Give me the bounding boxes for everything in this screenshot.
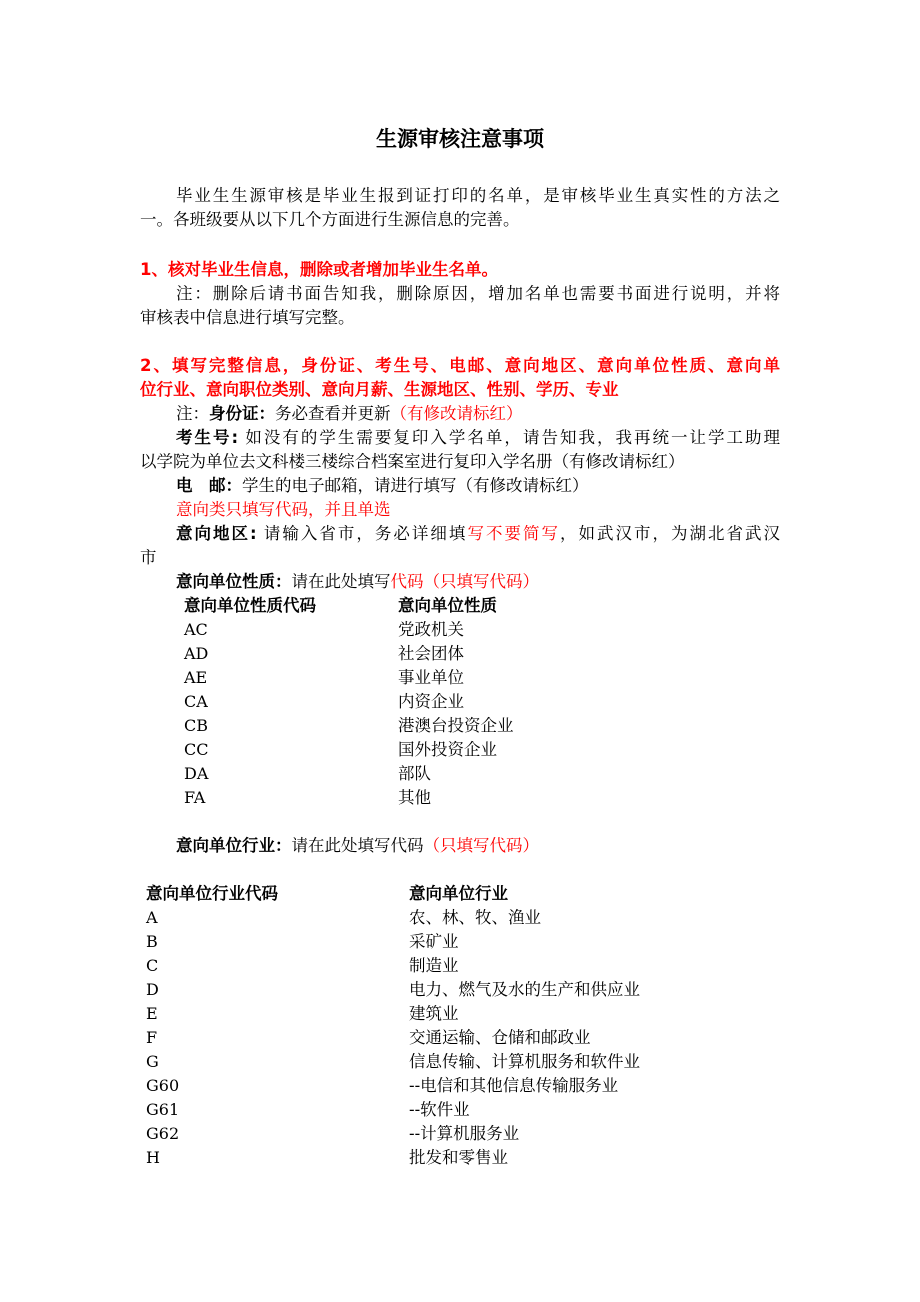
unit-nature-code-cell: CB <box>184 716 208 735</box>
id-card-note <box>176 402 523 426</box>
id-note-prefix: 注： <box>176 404 209 423</box>
unit-nature-name-cell: 部队 <box>398 764 431 783</box>
page-title: 生源审核注意事项 <box>376 127 544 151</box>
section-1-note-line-1: 注：删除后请书面告知我，删除原因，增加名单也需要书面进行说明，并将 <box>176 284 780 303</box>
unit-nature-name-cell: 党政机关 <box>398 620 464 639</box>
unit-nature-header-name: 意向单位性质 <box>398 596 497 615</box>
unit-nature-code-cell: CA <box>184 692 208 711</box>
section-1-heading: 1、核对毕业生信息，删除或者增加毕业生名单。 <box>140 260 498 279</box>
industry-header-code: 意向单位行业代码 <box>146 884 278 903</box>
industry-code-cell: C <box>146 956 159 975</box>
industry-code-cell: A <box>146 908 158 927</box>
industry-name-cell: 交通运输、仓储和邮政业 <box>409 1028 591 1047</box>
intro-line-2: 一。各班级要从以下几个方面进行生源信息的完善。 <box>140 210 520 229</box>
industry-name-cell: 建筑业 <box>409 1004 459 1023</box>
unit-nature-name-cell: 其他 <box>398 788 431 807</box>
industry-code-cell: G60 <box>146 1076 180 1095</box>
intent-code-only-note: 意向类只填写代码，并且单选 <box>176 500 391 519</box>
unit-nature-note <box>176 570 539 594</box>
industry-text: 请在此处填写代码 <box>291 836 424 855</box>
unit-nature-red: 代码（只填写代码） <box>390 572 539 591</box>
unit-nature-name-cell: 国外投资企业 <box>398 740 497 759</box>
industry-name-cell: 采矿业 <box>409 932 459 951</box>
region-text-2: ，如武汉市，为湖北省武汉 <box>559 524 781 543</box>
industry-name-cell: 农、林、牧、渔业 <box>409 908 541 927</box>
section-1-note-line-2: 审核表中信息进行填写完整。 <box>140 308 355 327</box>
industry-name-cell: --电信和其他信息传输服务业 <box>409 1076 619 1095</box>
industry-name-cell: 信息传输、计算机服务和软件业 <box>409 1052 640 1071</box>
exam-no-text-1: 如没有的学生需要复印入学名单，请告知我，我再统一让学工助理 <box>238 428 780 447</box>
email-note <box>176 474 589 498</box>
id-note-red: （有修改请标红） <box>390 404 523 423</box>
unit-nature-header-code: 意向单位性质代码 <box>184 596 316 615</box>
industry-header-name: 意向单位行业 <box>409 884 508 903</box>
region-label: 意向地区: <box>176 524 257 543</box>
unit-nature-code-cell: AC <box>184 620 208 639</box>
email-label: 电 邮： <box>176 476 242 495</box>
exam-no-label: 考生号: <box>176 428 239 447</box>
industry-code-cell: E <box>146 1004 158 1023</box>
industry-code-cell: D <box>146 980 159 999</box>
industry-name-cell: 制造业 <box>409 956 459 975</box>
unit-nature-code-cell: AD <box>184 644 209 663</box>
industry-name-cell: --软件业 <box>409 1100 470 1119</box>
region-note-line-1 <box>140 522 780 546</box>
industry-code-cell: F <box>146 1028 158 1047</box>
industry-label: 意向单位行业： <box>176 836 292 855</box>
intro-line-1: 毕业生生源审核是毕业生报到证打印的名单，是审核毕业生真实性的方法之 <box>176 186 780 205</box>
unit-nature-code-cell: AE <box>184 668 208 687</box>
industry-red: （只填写代码） <box>423 836 539 855</box>
unit-nature-label: 意向单位性质： <box>176 572 292 591</box>
unit-nature-text: 请在此处填写 <box>291 572 391 591</box>
unit-nature-code-cell: CC <box>184 740 209 759</box>
industry-code-cell: G61 <box>146 1100 180 1119</box>
id-note-label: 身份证： <box>209 404 275 423</box>
industry-name-cell: 批发和零售业 <box>409 1148 508 1167</box>
industry-code-cell: B <box>146 932 158 951</box>
unit-nature-name-cell: 港澳台投资企业 <box>398 716 514 735</box>
industry-code-cell: G <box>146 1052 159 1071</box>
region-text-red: 写不要简写 <box>467 524 560 543</box>
unit-nature-code-cell: FA <box>184 788 206 807</box>
industry-note <box>176 834 539 858</box>
industry-name-cell: --计算机服务业 <box>409 1124 520 1143</box>
industry-code-cell: H <box>146 1148 160 1167</box>
section-2-heading-line-2: 位行业、意向职位类别、意向月薪、生源地区、性别、学历、专业 <box>140 380 619 399</box>
unit-nature-name-cell: 社会团体 <box>398 644 464 663</box>
region-text-1: 请输入省市，务必详细填 <box>256 524 468 543</box>
region-note-line-2: 市 <box>140 548 157 567</box>
exam-no-note-line-2: 以学院为单位去文科楼三楼综合档案室进行复印入学名册（有修改请标红） <box>140 452 685 471</box>
id-note-text: 务必查看并更新 <box>275 404 391 423</box>
email-text: 学生的电子邮箱，请进行填写（有修改请标红） <box>242 476 589 495</box>
industry-name-cell: 电力、燃气及水的生产和供应业 <box>409 980 640 999</box>
unit-nature-name-cell: 内资企业 <box>398 692 464 711</box>
unit-nature-code-cell: DA <box>184 764 209 783</box>
unit-nature-name-cell: 事业单位 <box>398 668 464 687</box>
industry-code-cell: G62 <box>146 1124 180 1143</box>
section-2-heading-line-1: 2、填写完整信息，身份证、考生号、电邮、意向地区、意向单位性质、意向单 <box>140 356 780 375</box>
exam-no-note-line-1 <box>140 426 780 450</box>
